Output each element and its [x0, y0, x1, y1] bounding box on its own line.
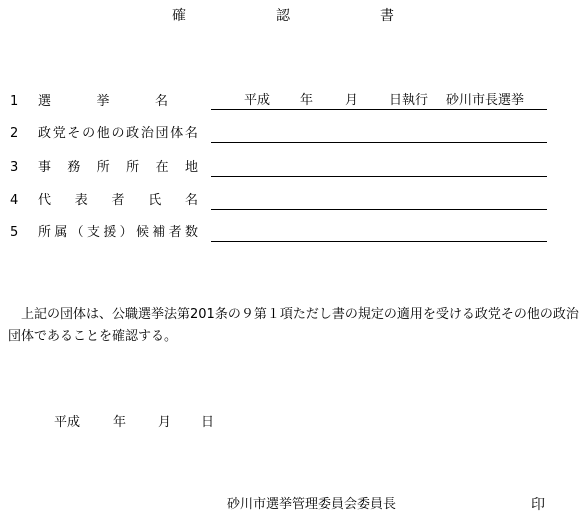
- label-char: 在: [155, 160, 169, 175]
- label-char: （: [70, 225, 84, 240]
- office-address-line: [211, 176, 547, 177]
- candidate-count-line: [211, 241, 547, 242]
- label-char: 数: [184, 225, 198, 240]
- label-char: 挙: [96, 94, 110, 109]
- label-char: 所: [126, 160, 140, 175]
- confirmation-statement: 上記の団体は、公職選挙法第201条の９第１項ただし書の規定の適用を受ける政党その他の政治団体であることを確認する。: [8, 307, 579, 344]
- label-char: ）: [119, 225, 133, 240]
- item-label-representative: [38, 193, 198, 209]
- item-number: 4: [10, 193, 19, 208]
- election-era: 平成: [244, 93, 271, 108]
- document-title: [0, 8, 587, 26]
- label-char: 表: [74, 193, 88, 208]
- label-char: 治: [140, 126, 154, 141]
- label-char: の: [82, 126, 96, 141]
- label-char: 所: [38, 225, 52, 240]
- date-month-unit: 月: [158, 415, 172, 430]
- item-label-office-address: [38, 160, 198, 176]
- label-char: 者: [168, 225, 182, 240]
- date-era: 平成: [54, 415, 81, 430]
- election-line-fill: [0, 93, 587, 109]
- label-char: 氏: [148, 193, 162, 208]
- item-label-party-name: [38, 126, 198, 142]
- item-label-candidate-count: [38, 225, 198, 241]
- label-char: 援: [103, 225, 117, 240]
- party-name-line: [211, 142, 547, 143]
- label-char: 政: [126, 126, 140, 141]
- date-year-unit: 年: [113, 415, 127, 430]
- label-char: 者: [111, 193, 125, 208]
- item-number: 3: [10, 160, 19, 175]
- label-char: 候: [135, 225, 149, 240]
- label-char: 属: [54, 225, 68, 240]
- election-name-line: [211, 109, 547, 110]
- signer-block: [0, 497, 587, 513]
- label-char: 政: [38, 126, 52, 141]
- label-char: 名: [184, 193, 198, 208]
- item-number: 1: [10, 94, 19, 109]
- label-char: 団: [155, 126, 169, 141]
- title-char: 確: [172, 8, 186, 24]
- label-char: 地: [184, 160, 198, 175]
- label-char: 所: [96, 160, 110, 175]
- signer-title: 砂川市選挙管理委員会委員長: [227, 497, 397, 512]
- label-char: の: [111, 126, 125, 141]
- election-month-unit: 月: [345, 93, 359, 108]
- title-char: 書: [380, 8, 394, 24]
- title-char: 認: [276, 8, 290, 24]
- label-char: 支: [86, 225, 100, 240]
- seal-mark: 印: [531, 497, 545, 513]
- label-char: そ: [67, 126, 81, 141]
- label-char: 代: [38, 193, 52, 208]
- label-char: 補: [152, 225, 166, 240]
- confirmation-date: [0, 415, 587, 431]
- election-year-unit: 年: [300, 93, 314, 108]
- date-day-unit: 日: [201, 415, 215, 430]
- label-char: 選: [38, 94, 52, 109]
- label-char: 務: [67, 160, 81, 175]
- label-char: 名: [154, 94, 168, 109]
- label-char: 他: [96, 126, 110, 141]
- label-char: 体: [170, 126, 184, 141]
- label-char: 名: [184, 126, 198, 141]
- label-char: 党: [52, 126, 66, 141]
- election-name: 砂川市長選挙: [446, 93, 525, 108]
- item-number: 5: [10, 225, 19, 240]
- label-char: 事: [38, 160, 52, 175]
- representative-line: [211, 209, 547, 210]
- item-number: 2: [10, 126, 19, 141]
- election-day-exec: 日執行: [389, 93, 429, 108]
